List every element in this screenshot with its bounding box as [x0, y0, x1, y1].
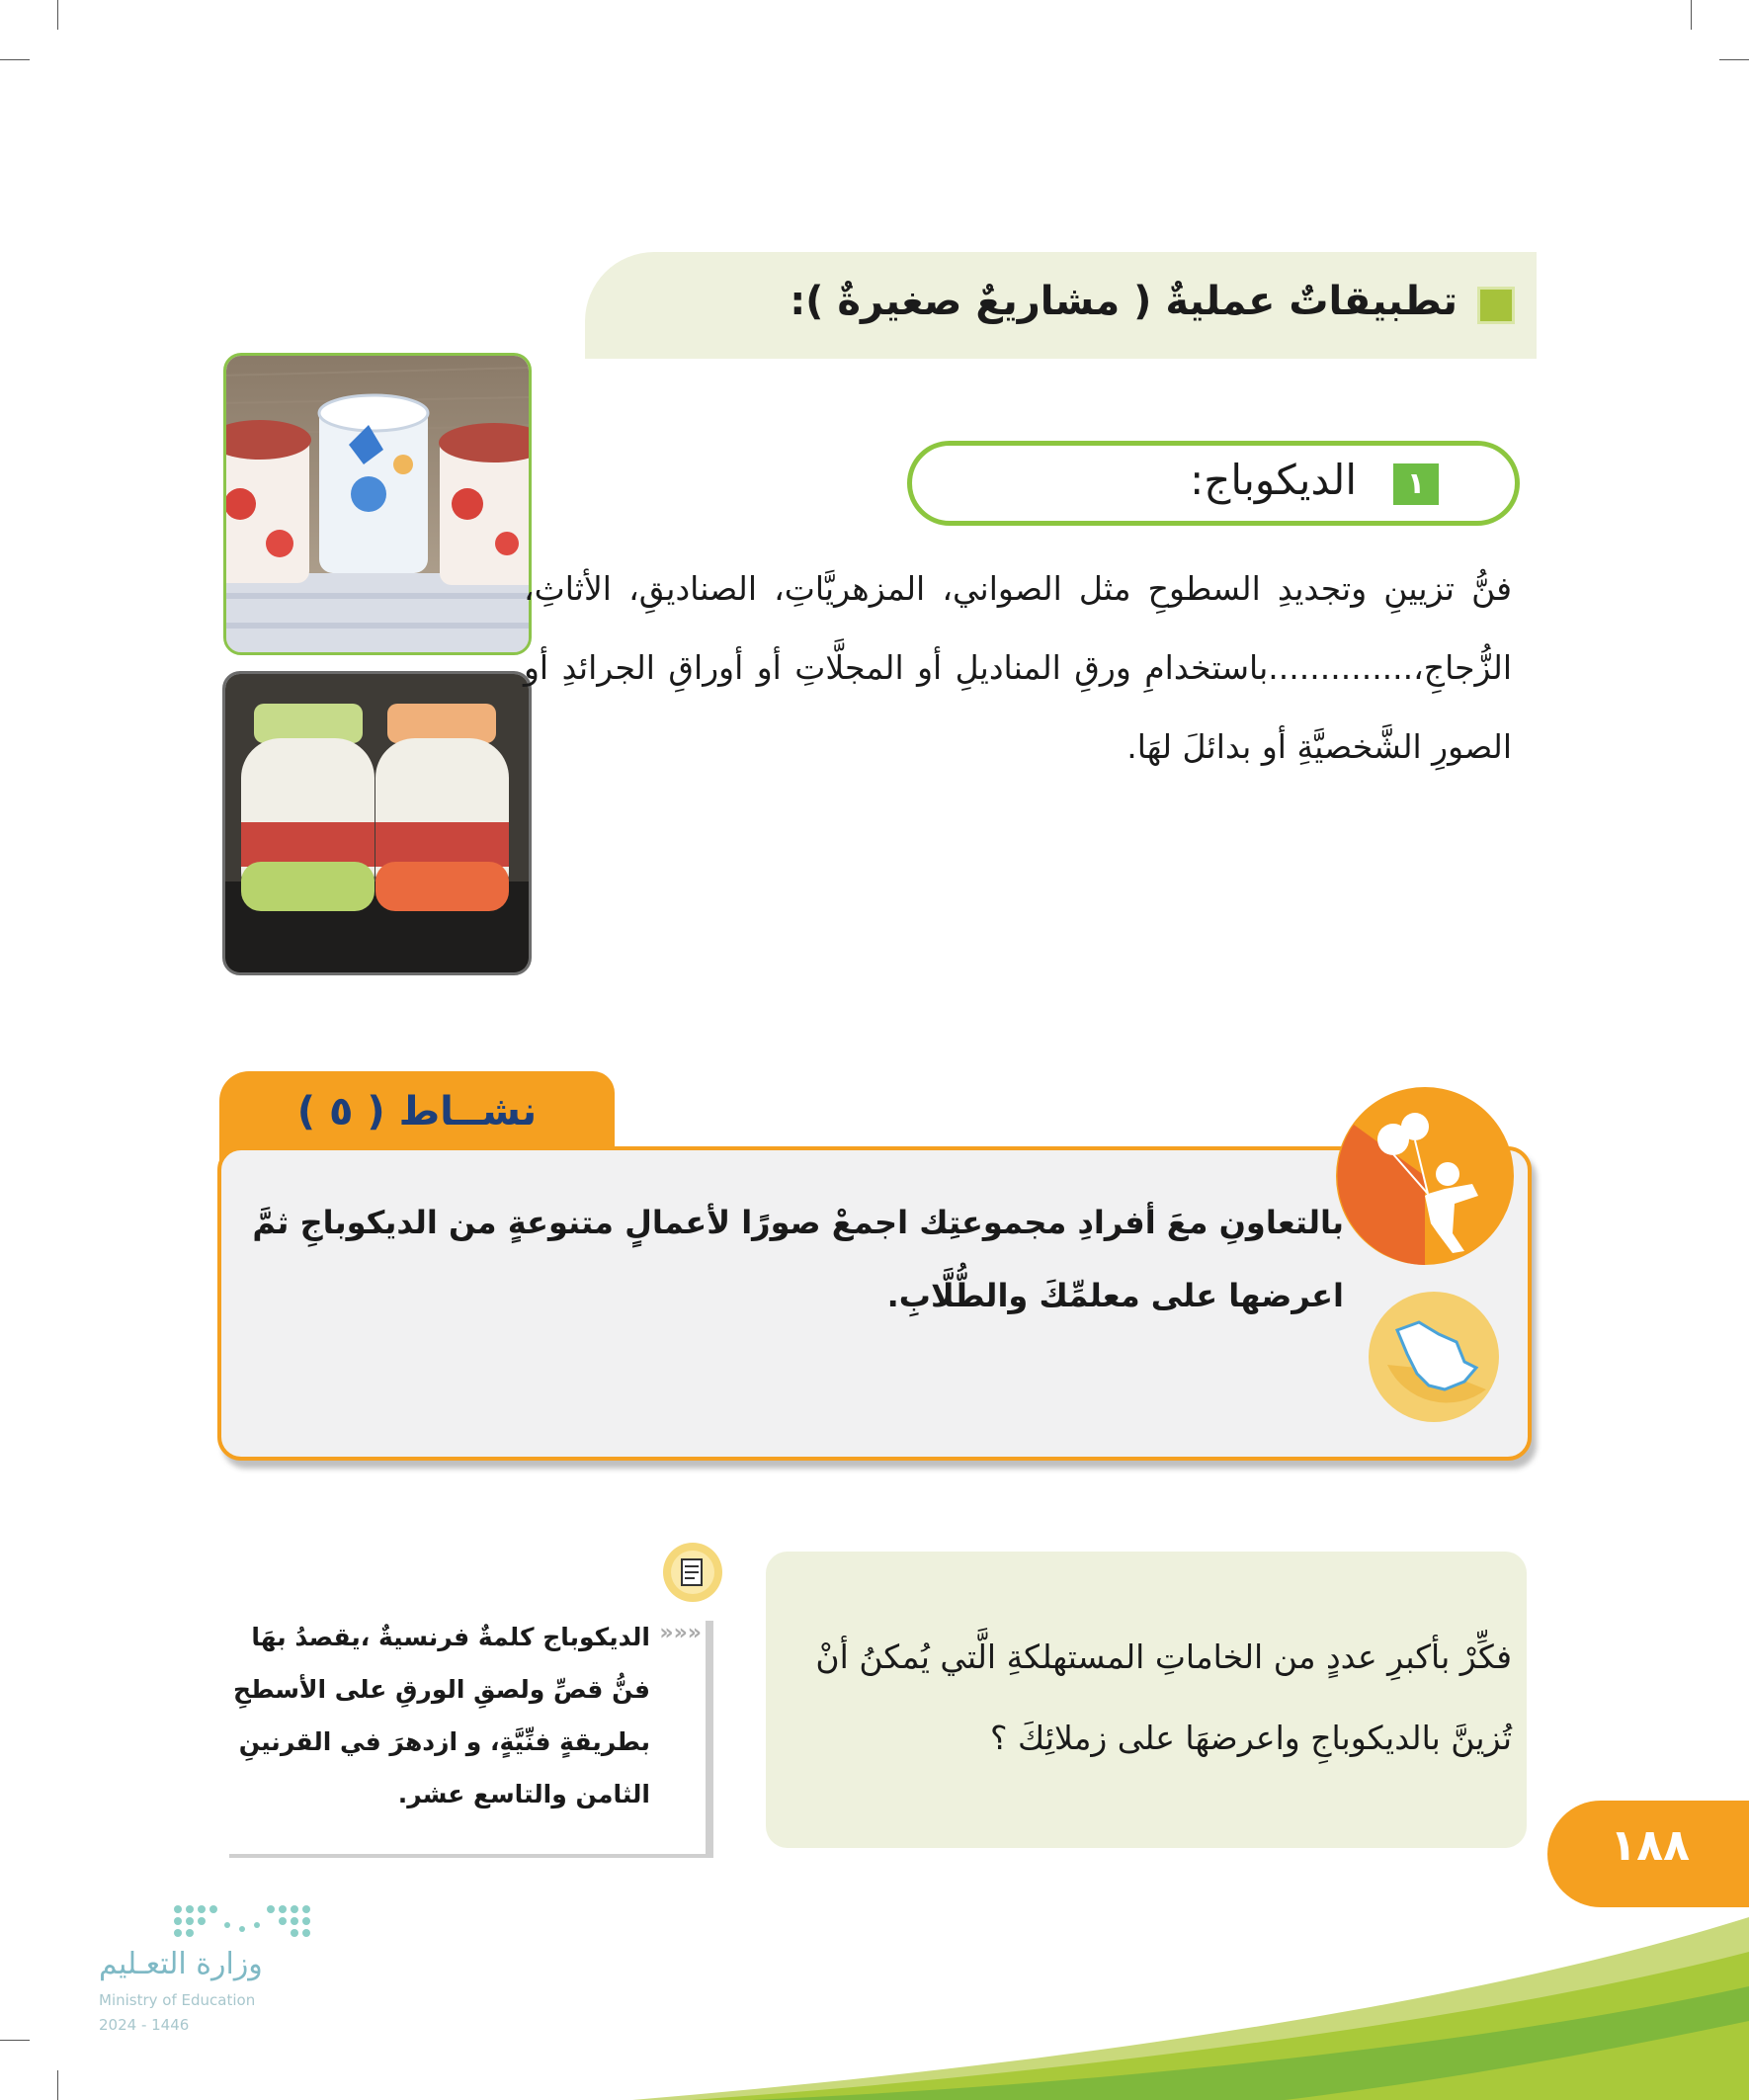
crop-mark	[57, 0, 58, 30]
decoupage-cups-photo	[223, 353, 532, 655]
decoupage-jars-photo	[222, 671, 532, 975]
decoupage-number-badge: ١	[1393, 463, 1439, 505]
ministry-name-english: Ministry of Education	[99, 1991, 256, 2009]
section-bullet-icon	[1477, 287, 1515, 324]
decoupage-paragraph: فنُّ تزيينِ وتجديدِ السطوحِ مثل الصواني، المزهريَّاتِ، الصناديقِ، الأثاثِ، الزُّجاجِ،..............باستخدامِ ورقِ المناديلِ أو المجلَّاتِ أو أوراقِ الجرائدِ أو الصورِ الشَّخصيَّةِ أو بدائلَ لهَا.	[524, 569, 1512, 766]
activity-title: نشــاط ( ٥ )	[296, 1089, 538, 1134]
notes-icon	[662, 1542, 723, 1603]
balloon-person-icon	[1334, 1085, 1517, 1268]
saudi-map-icon	[1368, 1291, 1501, 1424]
crop-mark	[1719, 59, 1749, 60]
crop-mark	[0, 59, 30, 60]
note-marker-icon: «««	[659, 1621, 702, 1645]
ministry-name-arabic: وزارة التعـليم	[99, 1947, 263, 1981]
page-number: ١٨٨	[1610, 1820, 1690, 1871]
think-question: فكِّرْ بأكبرِ عددٍ من الخاماتِ المستهلكةِ الَّتي يُمكنُ أنْ تُزينَّ بالديكوباجِ واعرضهَا على زملائِكَ ؟	[815, 1638, 1512, 1757]
crop-mark	[1691, 0, 1692, 30]
decoupage-title: الديكوباج:	[1190, 456, 1357, 504]
ministry-logo-icon	[168, 1899, 316, 1939]
section-title: تطبيقاتٌ عمليةٌ ( مشاريعٌ صغيرةٌ ):	[790, 279, 1458, 324]
ministry-year: 2024 - 1446	[99, 2016, 190, 2034]
activity-text: بالتعاونِ معَ أفرادِ مجموعتِك اجمعْ صورًا لأعمالٍ متنوعةٍ من الديكوباجِ ثمَّ اعرضها على معلمِّكَ والطُّلَّابِ.	[252, 1204, 1344, 1314]
note-text: الديكوباج كلمةٌ فرنسيةٌ ،يقصدُ بهَا فنُّ قصِّ ولصقِ الورقِ على الأسطحِ بطريقةٍ فنِّيَّةٍ، و ازدهرَ في القرنينِ الثامن والتاسع عشر.	[232, 1623, 650, 1808]
decoupage-heading	[907, 441, 1520, 526]
